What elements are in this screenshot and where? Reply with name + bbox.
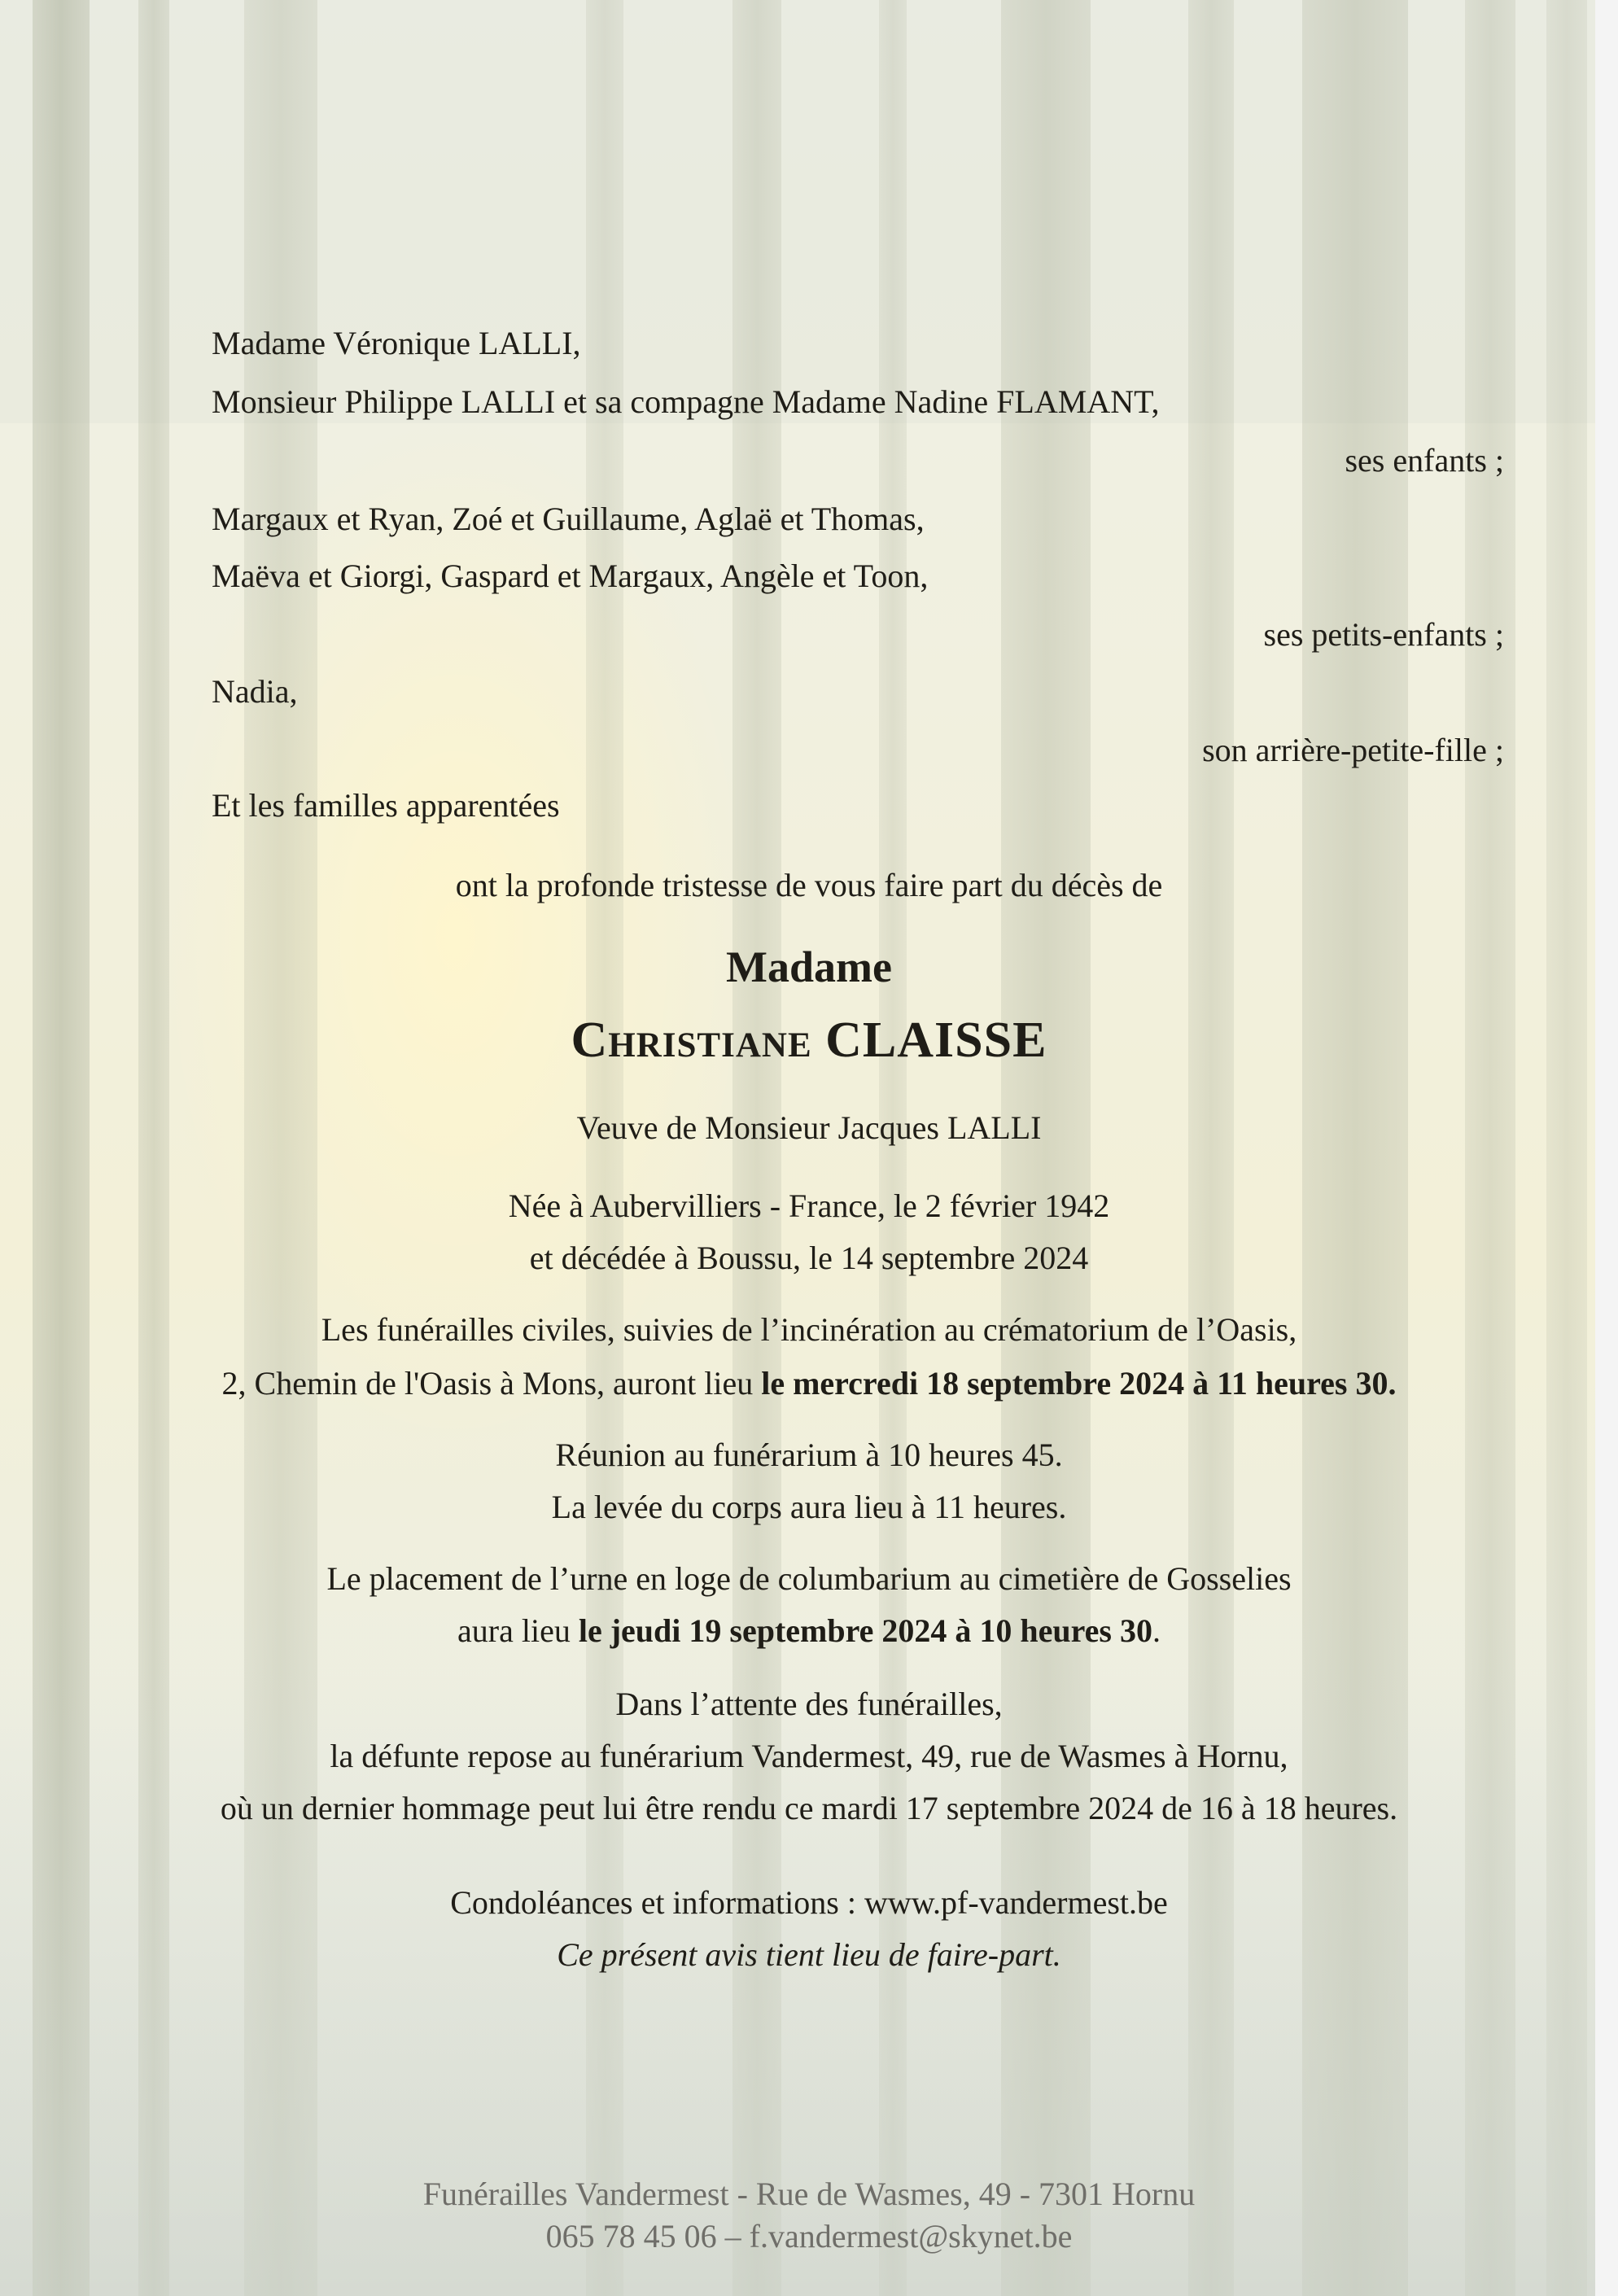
family-line-2: Monsieur Philippe LALLI et sa compagne Madame Nadine FLAMANT,: [212, 383, 1160, 420]
family-line-6: Et les familles apparentées: [212, 787, 560, 824]
urn-line-2-prefix: aura lieu: [457, 1612, 579, 1649]
birth-line: Née à Aubervilliers - France, le 2 février 1942: [508, 1187, 1110, 1224]
deceased-name: Christiane CLAISSE: [571, 1012, 1047, 1068]
announcement-text: ont la profonde tristesse de vous faire part du décès de: [455, 867, 1163, 903]
family-line-1: Madame Véronique LALLI,: [212, 325, 581, 361]
visitation-line-3: où un dernier hommage peut lui être rendu ce mardi 17 septembre 2024 de 16 à 18 heures.: [220, 1790, 1398, 1826]
family-line-4: Maëva et Giorgi, Gaspard et Margaux, Angèle et Toon,: [212, 558, 929, 594]
urn-date-time: le jeudi 19 septembre 2024 à 10 heures 30: [578, 1612, 1152, 1649]
family-line-5: Nadia,: [212, 673, 298, 710]
visitation-line-2: la défunte repose au funérarium Vandermest, 49, rue de Wasmes à Hornu,: [330, 1738, 1288, 1774]
funeral-date-time: le mercredi 18 septembre 2024 à 11 heures 30.: [761, 1365, 1397, 1402]
death-line: et décédée à Boussu, le 14 septembre 2024: [529, 1240, 1089, 1276]
funeral-line-2-prefix: 2, Chemin de l'Oasis à Mons, auront lieu: [221, 1365, 762, 1402]
family-role-children: ses enfants ;: [1345, 442, 1504, 479]
urn-line-2: [0, 1612, 1618, 1651]
footer-address: Funérailles Vandermest - Rue de Wasmes, 49 - 7301 Hornu: [422, 2176, 1196, 2212]
visitation-line-1: Dans l’attente des funérailles,: [615, 1686, 1003, 1722]
footer-contact: 065 78 45 06 – f.vandermest@skynet.be: [545, 2218, 1073, 2254]
funeral-line-1: Les funérailles civiles, suivies de l’incinération au crématorium de l’Oasis,: [321, 1311, 1297, 1348]
condolences-line: Condoléances et informations : www.pf-vandermest.be: [450, 1884, 1168, 1921]
family-role-grandchildren: ses petits-enfants ;: [1263, 616, 1504, 653]
urn-line-1: Le placement de l’urne en loge de columbarium au cimetière de Gosselies: [326, 1560, 1292, 1597]
funeral-line-2: [0, 1364, 1618, 1403]
deceased-title: Madame: [726, 942, 892, 991]
meeting-line-2: La levée du corps aura lieu à 11 heures.: [551, 1489, 1067, 1525]
widow-line: Veuve de Monsieur Jacques LALLI: [576, 1109, 1042, 1146]
family-role-great-granddaughter: son arrière-petite-fille ;: [1202, 732, 1504, 768]
notice-line: Ce présent avis tient lieu de faire-part.: [557, 1936, 1061, 1973]
family-line-3: Margaux et Ryan, Zoé et Guillaume, Aglaë et Thomas,: [212, 501, 925, 537]
urn-line-2-suffix: .: [1152, 1612, 1161, 1649]
meeting-line-1: Réunion au funérarium à 10 heures 45.: [555, 1437, 1063, 1473]
